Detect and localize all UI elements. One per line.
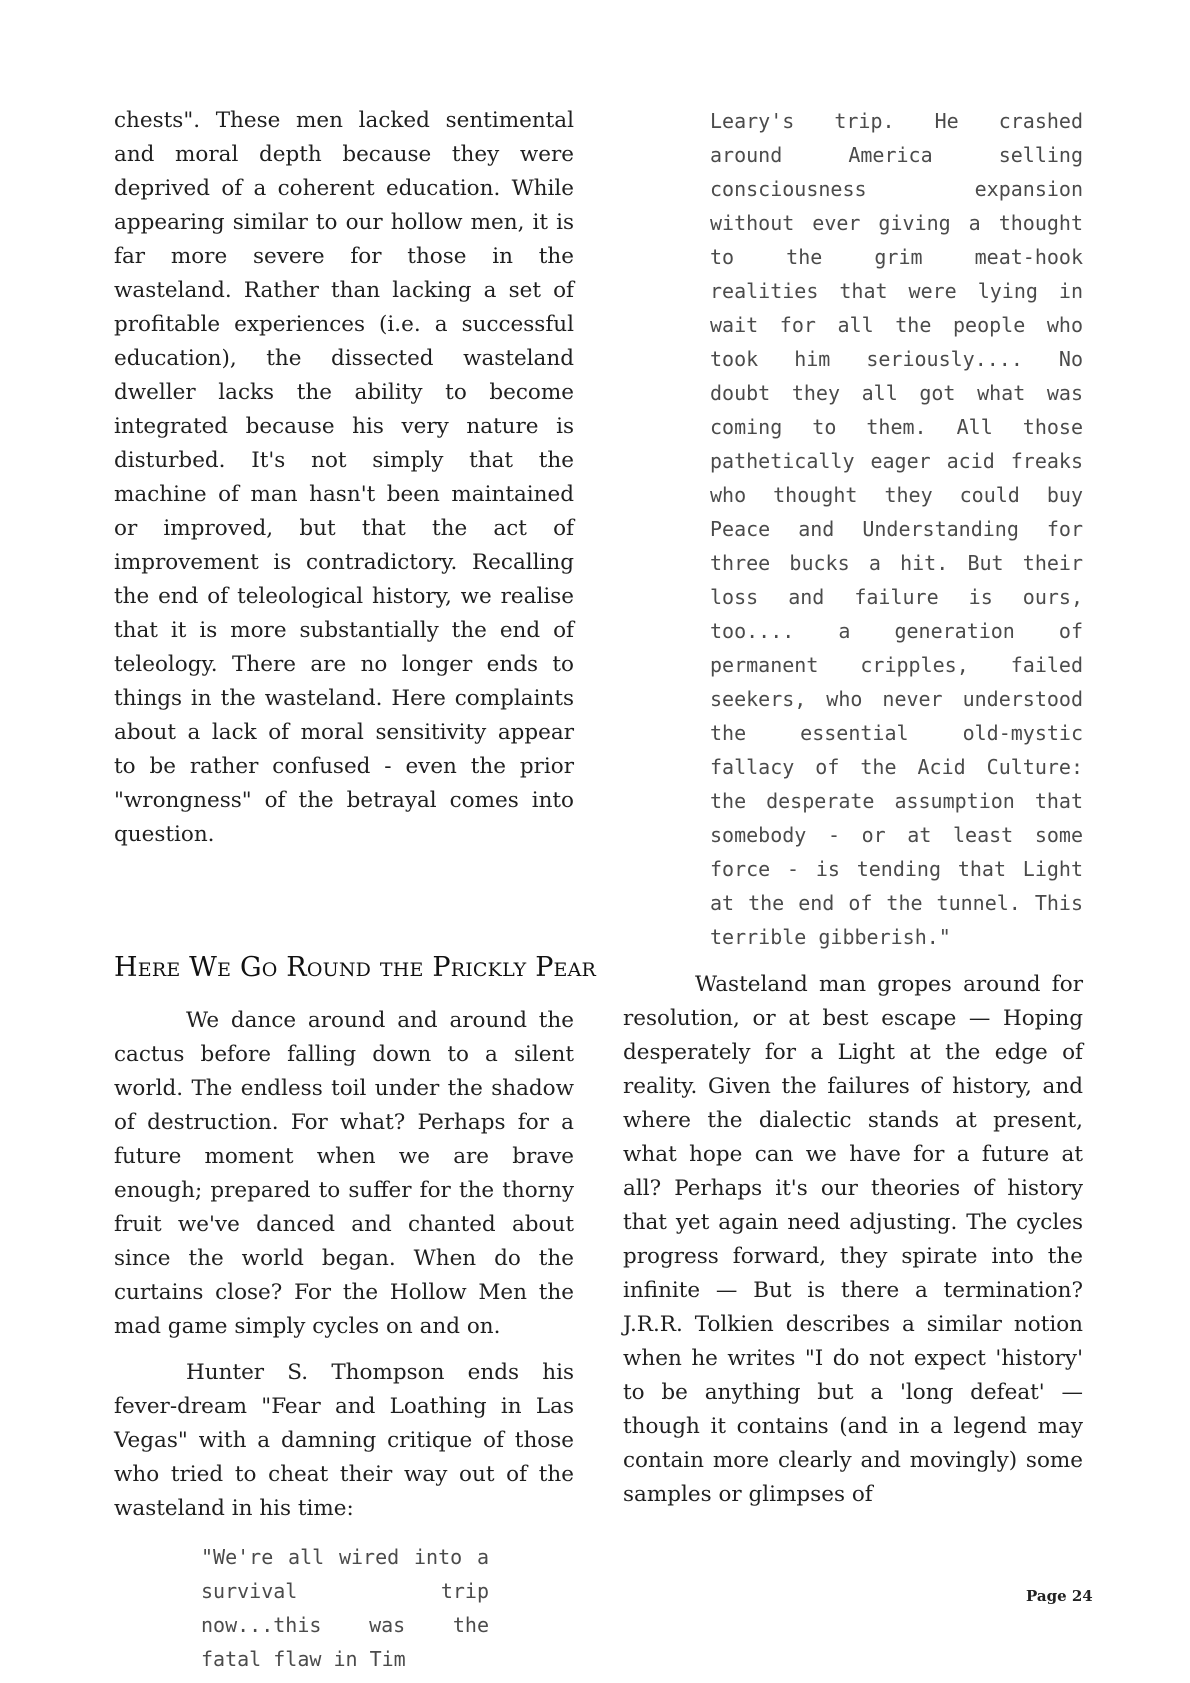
right-column	[623, 104, 1083, 1512]
section-heading: Here We Go Round the Prickly Pear	[114, 952, 597, 983]
paragraph-hollow-men: chests". These men lacked sentimental and moral depth because they were deprived of a coherent education. While appearing similar to our hollow men, it is far more severe for those in the wasteland. Rather than lacking a set of profitable experiences (i.e. a successful education), the dissected wasteland dweller lacks the ability to become integrated because his very nature is disturbed. It's not simply that the machine of man hasn't been maintained or improved, but that the act of improvement is contradictory. Recalling the end of teleological history, we realise that it is more substantially the end of teleology. There are no longer ends to things in the wasteland. Here complaints about a lack of moral sensitivity appear to be rather confused - even the prior "wrongness" of the betrayal comes into question.	[114, 108, 574, 847]
left-column	[114, 104, 597, 1676]
paragraph-thompson-intro: Hunter S. Thompson ends his fever-dream "Fear and Loathing in Las Vegas" with a damning critique of those who tried to cheat their way out of the wasteland in his time:	[114, 1360, 574, 1521]
block-quote-continued: Leary's trip. He crashed around America selling consciousness expansion without ever giving a thought to the grim meat-hook realities that were lying in wait for all the people who took him seriously.... No doubt they all got what was coming to them. All those pathetically eager acid freaks who thought they could buy Peace and Understanding for three bucks a hit. But their loss and failure is ours, too.... a generation of permanent cripples, failed seekers, who never understood the essential old-mystic fallacy of the Acid Culture: the desperate assumption that somebody - or at least some force - is tending that Light at the end of the tunnel. This terrible gibberish."	[710, 109, 1083, 949]
page-number: Page 24	[1026, 1587, 1093, 1605]
paragraph-wasteland-man: Wasteland man gropes around for resolution, or at best escape — Hoping desperately for a Light at the edge of reality. Given the failures of history, and where the dialectic stands at present, what hope can we have for a future at all? Perhaps it's our theories of history that yet again need adjusting. The cycles progress forward, they spirate into the infinite — But is there a termination? J.R.R. Tolkien describes a similar notion when he writes "I do not expect 'history' to be anything but a 'long defeat' — though it contains (and in a legend may contain more clearly and movingly) some samples or glimpses of	[623, 972, 1083, 1507]
paragraph-cactus: We dance around and around the cactus before falling down to a silent world. The endless toil under the shadow of destruction. For what? Perhaps for a future moment when we are brave enough; prepared to suffer for the thorny fruit we've danced and chanted about since the world began. When do the curtains close? For the Hollow Men the mad game simply cycles on and on.	[114, 1008, 574, 1339]
block-quote-start: "We're all wired into a survival trip now...this was the fatal flaw in Tim	[201, 1545, 489, 1671]
